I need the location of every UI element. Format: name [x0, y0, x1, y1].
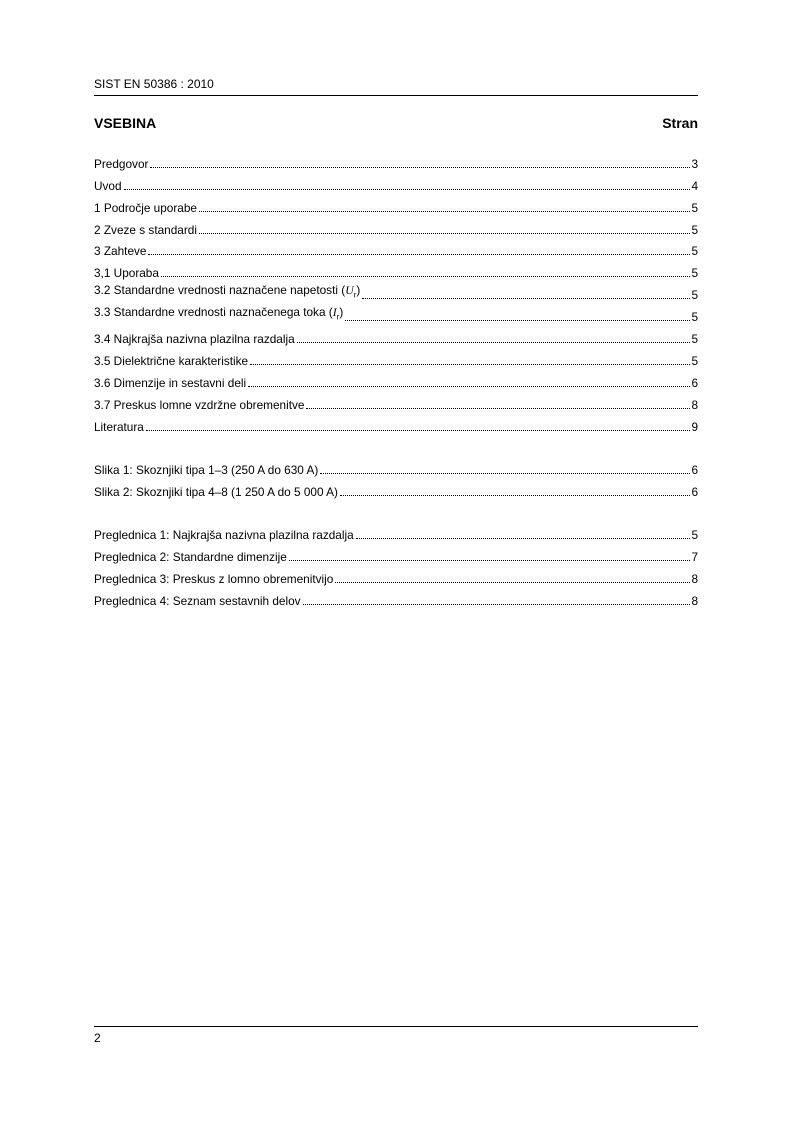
dot-leader [356, 537, 691, 539]
dot-leader [335, 581, 690, 583]
toc-entry [94, 149, 698, 171]
toc-entry-title: Preglednica 2: Standardne dimenzije [94, 549, 287, 564]
dot-leader [146, 429, 691, 431]
dot-leader [289, 559, 691, 561]
toc-entry [94, 564, 698, 586]
toc-entry [94, 324, 698, 346]
toc-entry-page: 5 [691, 288, 698, 303]
toc-entry [94, 215, 698, 237]
toc-entry-page: 6 [691, 484, 698, 499]
dot-leader [306, 407, 690, 409]
toc-entry-title: 2 Zveze s standardi [94, 222, 197, 237]
math-subscript: r [353, 290, 357, 300]
toc-entry-page: 5 [691, 332, 698, 347]
toc-entry-page: 6 [691, 462, 698, 477]
toc-entry-title: Preglednica 4: Seznam sestavnih delov [94, 593, 301, 608]
toc-entry-title: Slika 2: Skoznjiki tipa 4–8 (1 250 A do 5 000 A) [94, 484, 338, 499]
toc-entry-title: 3.5 Dielektrične karakteristike [94, 353, 249, 368]
toc-entry [94, 520, 698, 542]
dot-leader [150, 166, 690, 168]
dot-leader [124, 188, 691, 190]
page-column-label: Stran [662, 115, 698, 131]
toc-entry [94, 171, 698, 193]
toc-entry [94, 412, 698, 434]
toc-entry [94, 237, 698, 259]
toc-entry [94, 455, 698, 477]
toc-entry [94, 302, 698, 324]
toc-entry-page: 8 [691, 571, 698, 586]
dot-leader [248, 385, 690, 387]
toc-entry-title: Predgovor [94, 156, 149, 171]
document-id: SIST EN 50386 : 2010 [94, 77, 214, 91]
toc-entry-page: 5 [691, 527, 698, 542]
toc-entry-title: Preglednica 3: Preskus z lomno obremenitvijo [94, 571, 334, 586]
dot-leader [148, 253, 690, 255]
toc-entry [94, 368, 698, 390]
dot-leader [297, 341, 691, 343]
toc-entry-page: 5 [691, 244, 698, 259]
toc-entry-title: 3.2 Standardne vrednosti naznačene napetosti $(U_r)$ [94, 283, 362, 302]
toc-entry-title: Preglednica 1: Najkrajša nazivna plazilna razdalja [94, 527, 354, 542]
toc-entry-title: 3 Zahteve [94, 244, 147, 259]
toc-entry [94, 193, 698, 215]
toc-entry-page: 5 [691, 353, 698, 368]
running-header [94, 76, 698, 96]
dot-leader [199, 210, 690, 212]
dot-leader [250, 363, 690, 365]
math-symbol: I [332, 304, 337, 319]
tables-list [94, 520, 698, 608]
toc-entry-page: 5 [691, 222, 698, 237]
dot-leader [340, 494, 690, 496]
toc-title-row [94, 114, 698, 132]
footer-rule [94, 1026, 698, 1027]
toc-entry-page: 5 [691, 200, 698, 215]
dot-leader [362, 297, 690, 299]
toc-entry [94, 477, 698, 499]
toc-entry [94, 542, 698, 564]
dot-leader [345, 319, 690, 321]
dot-leader [303, 603, 691, 605]
math-subscript: r [336, 312, 340, 322]
toc-entry-page: 9 [691, 419, 698, 434]
dot-leader [199, 232, 690, 234]
toc-entry-title: 3,1 Uporaba [94, 266, 159, 281]
toc-entry-page: 8 [691, 593, 698, 608]
footer-page-number: 2 [94, 1031, 101, 1045]
toc-entry-title: Uvod [94, 178, 122, 193]
toc-entry-page: 4 [691, 178, 698, 193]
toc-entry-title: 3.3 Standardne vrednosti naznačenega toka $(I_r)$ [94, 305, 345, 324]
toc-entry [94, 258, 698, 280]
figures-list [94, 455, 698, 499]
toc-title: VSEBINA [94, 115, 157, 131]
toc-entry-title: 1 Področje uporabe [94, 200, 197, 215]
toc-entry-title: Literatura [94, 419, 144, 434]
toc-entry-title: 3.6 Dimenzije in sestavni deli [94, 375, 247, 390]
toc-entry-title: 3.4 Najkrajša nazivna plazilna razdalja [94, 332, 295, 347]
toc-entry [94, 390, 698, 412]
toc-entry-page: 3 [691, 156, 698, 171]
dot-leader [161, 275, 691, 277]
toc-entry-title: 3.7 Preskus lomne vzdržne obremenitve [94, 397, 305, 412]
toc-entry-page: 8 [691, 397, 698, 412]
toc-entry [94, 586, 698, 608]
toc-entry [94, 280, 698, 302]
dot-leader [320, 472, 690, 474]
math-symbol: U [345, 282, 354, 297]
contents-list [94, 149, 698, 434]
toc-entry [94, 346, 698, 368]
toc-entry-page: 5 [691, 266, 698, 281]
toc-entry-title: Slika 1: Skoznjiki tipa 1–3 (250 A do 630 A) [94, 462, 319, 477]
toc-entry-page: 5 [691, 310, 698, 325]
toc-entry-page: 7 [691, 549, 698, 564]
toc-entry-page: 6 [691, 375, 698, 390]
